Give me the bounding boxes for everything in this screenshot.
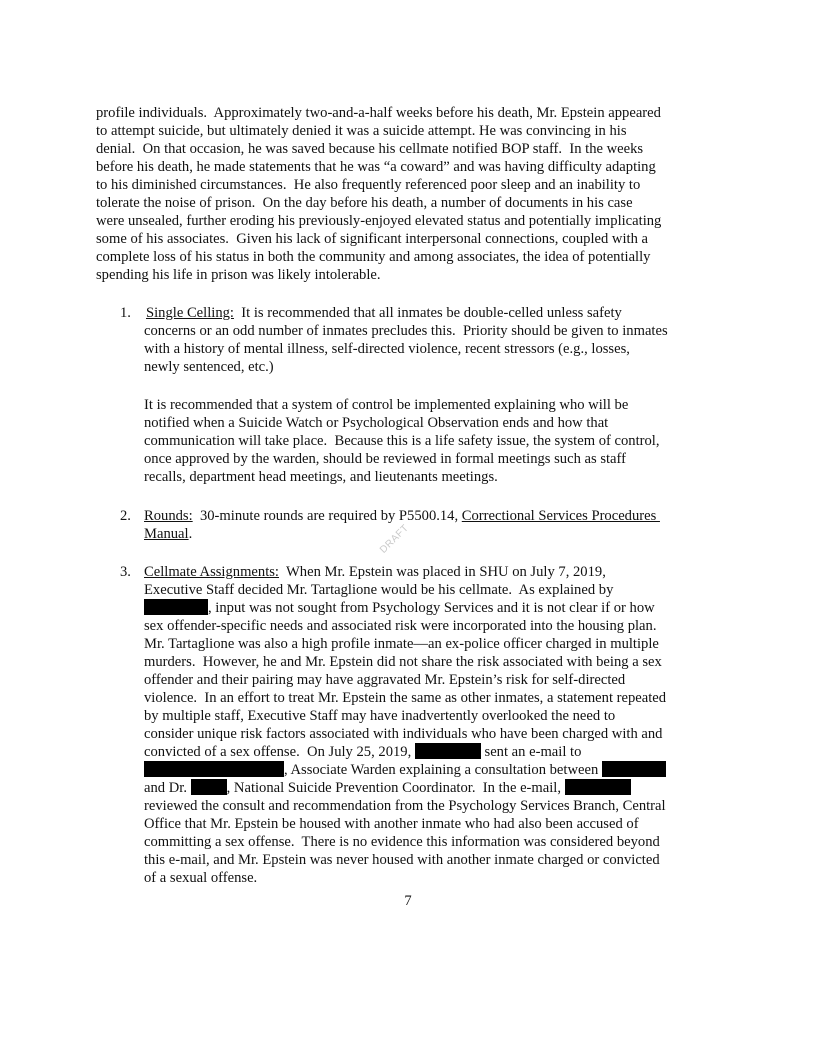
list-text: , National Suicide Prevention Coordinator. In the e-mail,: [226, 780, 565, 796]
list-item-line: concerns or an odd number of inmates precludes this. Priority should be given to inmates: [144, 323, 668, 339]
redaction-box: [565, 779, 631, 795]
list-heading: Single Celling:: [146, 305, 234, 321]
redaction-box: [415, 743, 481, 759]
list-item-line: once approved by the warden, should be reviewed in formal meetings such as staff: [144, 451, 626, 467]
paragraph-line: were unsealed, further eroding his previously-enjoyed elevated status and potentially implicating: [96, 213, 662, 229]
redaction-box: [191, 779, 227, 795]
list-number: 3.: [120, 564, 131, 580]
list-item-line: violence. In an effort to treat Mr. Epstein the same as other inmates, a statement repeated: [144, 690, 667, 706]
list-item-line: this e-mail, and Mr. Epstein was never housed with another inmate charged or convicted: [144, 852, 660, 868]
manual-title: Correctional Services Procedures: [461, 508, 660, 524]
list-item-line: Mr. Tartaglione was also a high profile inmate—an ex-police officer charged in multiple: [144, 636, 659, 652]
paragraph-line: some of his associates. Given his lack of significant interpersonal connections, coupled with a: [96, 231, 648, 247]
list-item-line: sex offender-specific needs and associated risk were incorporated into the housing plan.: [144, 618, 657, 634]
page-number: 7: [404, 893, 412, 909]
list-text: 30-minute rounds are required by P5500.14,: [192, 508, 462, 524]
list-text: , Associate Warden explaining a consultation between: [284, 762, 602, 778]
list-item-line: offender and their pairing may have aggravated Mr. Epstein’s risk for self-directed: [144, 672, 626, 688]
list-text: sent an e-mail to: [480, 744, 582, 760]
list-number: 1.: [120, 305, 131, 321]
list-item-line: reviewed the consult and recommendation from the Psychology Services Branch, Central: [144, 798, 666, 814]
list-text: and Dr.: [144, 780, 191, 796]
paragraph-line: to attempt suicide, but ultimately denied it was a suicide attempt. He was convincing in his: [96, 123, 627, 139]
paragraph-line: profile individuals. Approximately two-and-a-half weeks before his death, Mr. Epstein appeared: [96, 105, 661, 121]
list-item-line: recalls, department head meetings, and lieutenants meetings.: [144, 469, 498, 485]
list-number: 2.: [120, 508, 131, 524]
paragraph-line: to his diminished circumstances. He also frequently referenced poor sleep and an inability to: [96, 177, 641, 193]
list-heading: Rounds:: [144, 508, 193, 524]
list-item-line: [144, 779, 631, 797]
paragraph-line: denial. On that occasion, he was saved because his cellmate notified BOP staff. In the weeks: [96, 141, 644, 157]
list-text: When Mr. Epstein was placed in SHU on July 7, 2019,: [279, 564, 606, 580]
list-item-line: Executive Staff decided Mr. Tartaglione would be his cellmate. As explained by: [144, 582, 614, 598]
manual-title-cont: Manual: [144, 526, 189, 542]
list-text: convicted of a sex offense. On July 25, 2019,: [144, 744, 415, 760]
paragraph-line: complete loss of his status in both the community and among associates, the idea of potentially: [96, 249, 651, 265]
list-item-line: notified when a Suicide Watch or Psychological Observation ends and how that: [144, 415, 609, 431]
list-item-line: [144, 525, 192, 543]
list-item-line: by multiple staff, Executive Staff may have inadvertently overlooked the need to: [144, 708, 616, 724]
list-item-line: of a sexual offense.: [144, 870, 258, 886]
paragraph-line: before his death, he made statements that he was “a coward” and was having difficulty adapting: [96, 159, 656, 175]
redaction-box: [144, 599, 208, 615]
list-text: , input was not sought from Psychology Services and it is not clear if or how: [208, 600, 655, 616]
list-item-line: [144, 761, 666, 779]
list-text: .: [188, 526, 193, 542]
list-item-line: Office that Mr. Epstein be housed with another inmate who had also been accused of: [144, 816, 639, 832]
list-item-line: murders. However, he and Mr. Epstein did not share the risk associated with being a sex: [144, 654, 662, 670]
draft-watermark: DRAFT: [378, 522, 412, 556]
list-item-line: It is recommended that a system of control be implemented explaining who will be: [144, 397, 629, 413]
list-item-line: newly sentenced, etc.): [144, 359, 274, 375]
redaction-box: [144, 761, 284, 777]
list-heading: Cellmate Assignments:: [144, 564, 279, 580]
redaction-box: [602, 761, 666, 777]
list-item-line: [144, 743, 581, 761]
paragraph-line: tolerate the noise of prison. On the day before his death, a number of documents in his case: [96, 195, 633, 211]
list-text: It is recommended that all inmates be double-celled unless safety: [233, 305, 622, 321]
list-item-line: [144, 599, 655, 617]
list-item-line: with a history of mental illness, self-directed violence, recent stressors (e.g., losses,: [144, 341, 630, 357]
list-item-line: communication will take place. Because this is a life safety issue, the system of control,: [144, 433, 660, 449]
list-item-line: committing a sex offense. There is no evidence this information was considered beyond: [144, 834, 660, 850]
list-item-first-line: [146, 304, 622, 322]
list-item-line: consider unique risk factors associated with individuals who have been charged with and: [144, 726, 663, 742]
list-item-first-line: [144, 563, 606, 581]
paragraph-line: spending his life in prison was likely intolerable.: [96, 267, 381, 283]
